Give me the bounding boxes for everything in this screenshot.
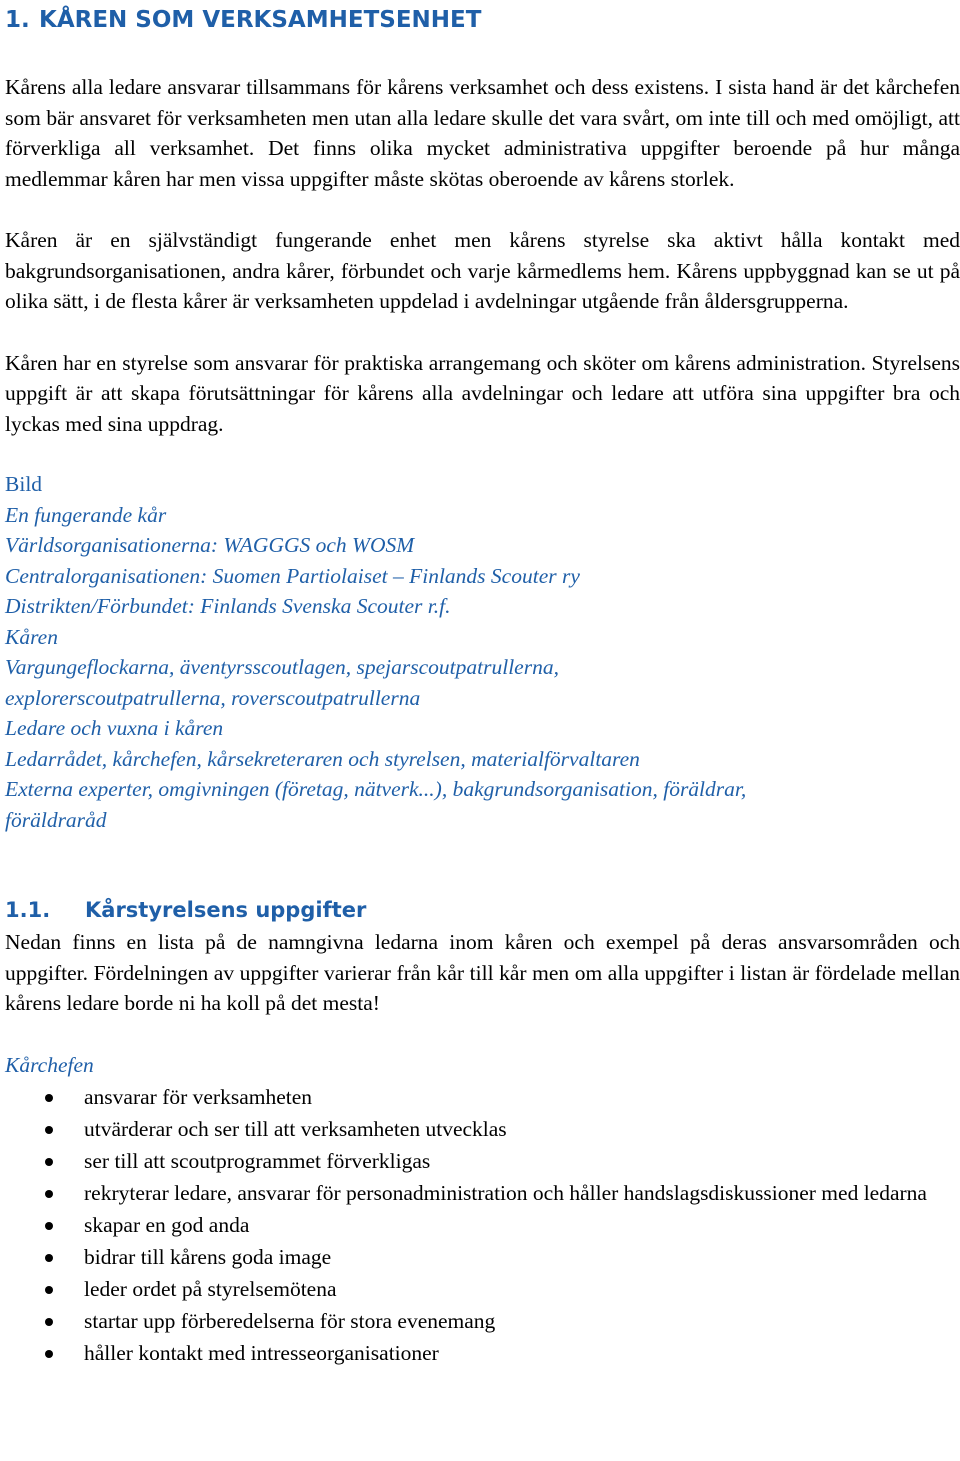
list-item: ansvarar för verksamheten [5,1082,960,1113]
paragraph-board: Kåren har en styrelse som ansvarar för praktiska arrangemang och sköter om kårens administration. Styrelsens uppgift är att skapa förutsättningar för kårens alla avdelningar och ledare att utföra sina uppgifter bra och lyckas med sina uppdrag. [5,350,960,436]
bild-line: Centralorganisationen: Suomen Partiolaiset – Finlands Scouter ry [5,563,580,588]
bullet-icon [45,1254,53,1262]
bullet-icon [45,1350,53,1358]
bild-line: Distrikten/Förbundet: Finlands Svenska Scouter r.f. [5,594,451,618]
bild-line: föräldraråd [5,807,107,832]
list-item: bidrar till kårens goda image [5,1242,960,1273]
paragraph-intro: Nedan finns en lista på de namngivna ledarna inom kåren och exempel på deras ansvarsområden och uppgifter. Fördelningen av uppgifter varierar från kår till kår men om alla uppgifter i listan är fördelade mellan kårens ledare borde ni ha koll på det mesta! [5,930,960,1015]
bullet-icon [45,1318,53,1326]
figure-placeholder-text [5,469,960,835]
bild-line: Kåren [5,624,58,649]
list-item: leder ordet på styrelsemötena [5,1274,960,1305]
bild-line: Ledare och vuxna i kåren [5,716,224,740]
bild-line: En fungerande kår [5,502,167,527]
bullet-icon [45,1158,53,1166]
paragraph-leaders-responsibility: Kårens alla ledare ansvarar tillsammans för kårens verksamhet och dess existens. I sista hand är det kårchefen som bär ansvaret för verksamheten men utan alla ledare skulle det vara svårt, om inte till och med omöjligt, att förverkliga all verksamhet. Det finns olika mycket administrativa uppgifter beroende på hur många medlemmar kåren har men vissa uppgifter måste skötas oberoende av kårens storlek. [5,75,960,191]
list-item: rekryterar ledare, ansvarar för personadministration och håller handslagsdiskussioner med ledarna [5,1178,960,1209]
bild-line: Bild [5,472,43,496]
bullet-icon [45,1094,53,1102]
bild-line: Vargungeflockarna, äventyrsscoutlagen, spejarscoutpatrullerna, [5,655,559,679]
section-heading [5,4,960,36]
role-title: Kårchefen [5,1052,94,1077]
bild-line: explorerscoutpatrullerna, roverscoutpatrullerna [5,685,421,710]
bullet-icon [45,1190,53,1198]
document-page [5,0,960,1370]
list-item: håller kontakt med intresseorganisationer [5,1338,960,1369]
subsection-title: Kårstyrelsens uppgifter [85,898,367,922]
bild-line: Världsorganisationerna: WAGGGS och WOSM [5,533,415,557]
section-number: 1. [5,7,30,33]
bullet-icon [45,1222,53,1230]
list-item: startar upp förberedelserna för stora evenemang [5,1306,960,1337]
list-item: ser till att scoutprogrammet förverkligas [5,1146,960,1177]
subsection-heading [5,895,960,925]
list-item: skapar en god anda [5,1210,960,1241]
bullet-icon [45,1286,53,1294]
list-item: utvärderar och ser till att verksamheten utvecklas [5,1114,960,1145]
bild-line: Ledarrådet, kårchefen, kårsekreteraren och styrelsen, materialförvaltaren [5,746,640,771]
subsection-number: 1.1. [5,898,51,922]
bullet-icon [45,1126,53,1134]
task-list [5,1082,960,1369]
section-title: KÅREN SOM VERKSAMHETSENHET [39,7,482,33]
paragraph-independent-unit: Kåren är en självständigt fungerande enhet men kårens styrelse ska aktivt hålla kontakt med bakgrundsorganisationen, andra kårer, förbundet och varje kårmedlems hem. Kårens uppbyggnad kan se ut på olika sätt, i de flesta kårer är verksamheten uppdelad i avdelningar utgående från åldersgrupperna. [5,228,960,313]
bild-line: Externa experter, omgivningen (företag, nätverk...), bakgrundsorganisation, föräldrar, [5,777,747,801]
